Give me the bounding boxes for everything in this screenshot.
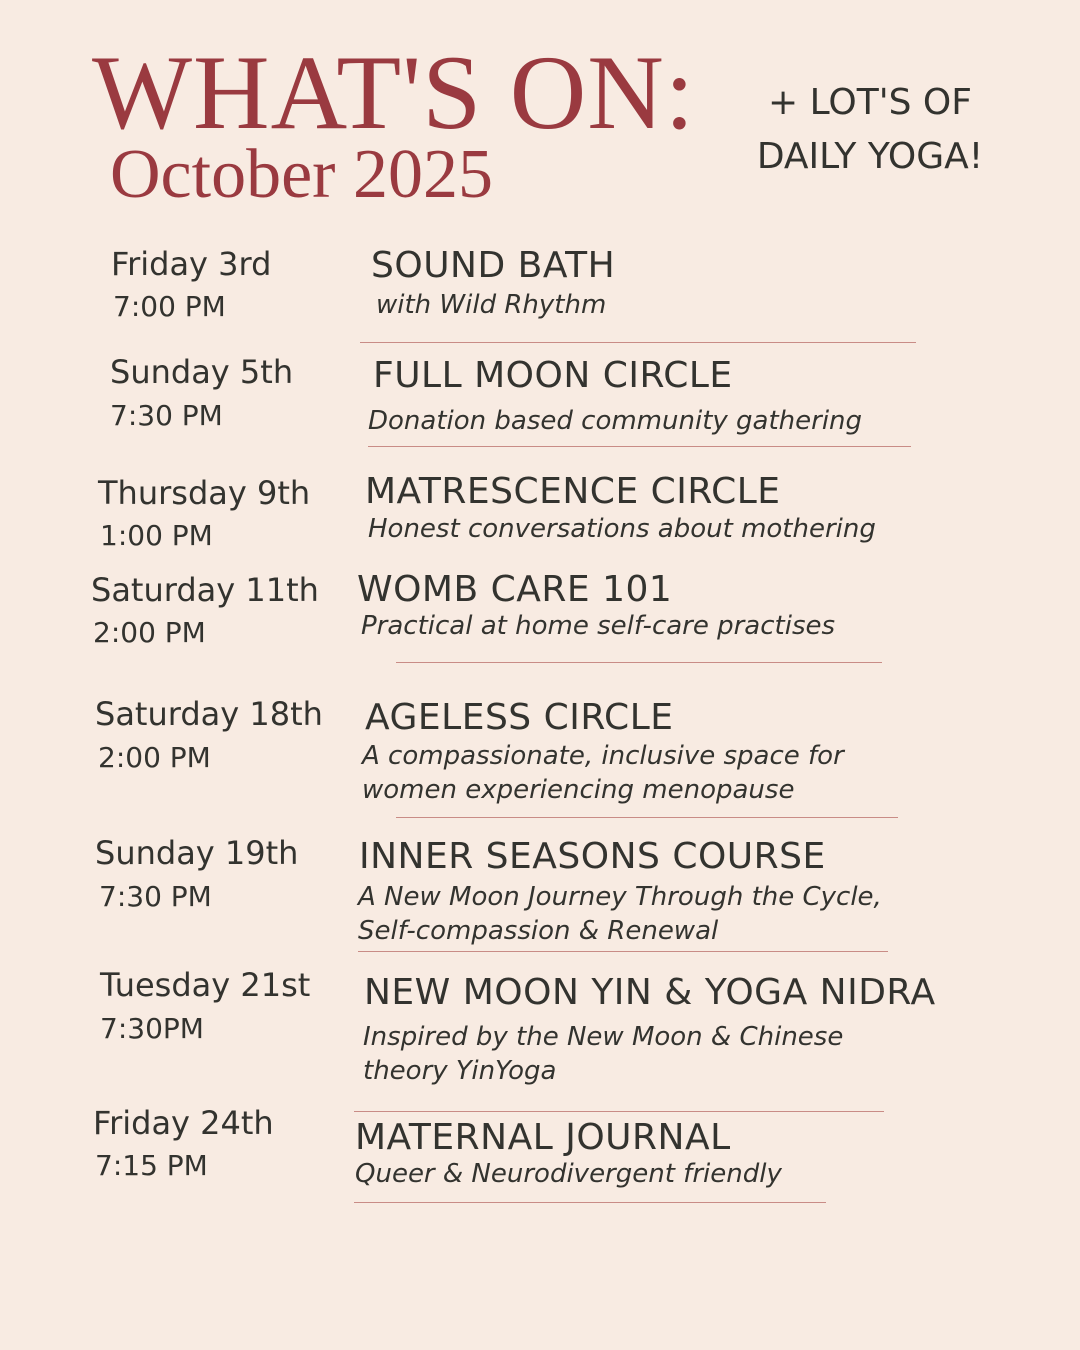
event-day: Saturday 18th — [95, 695, 323, 733]
event-name: NEW MOON YIN & YOGA NIDRA — [364, 972, 936, 1013]
daily-yoga-note — [740, 76, 1000, 184]
daily-yoga-line-2: DAILY YOGA! — [756, 136, 984, 177]
event-description: Donation based community gathering — [368, 406, 863, 436]
event-description: Queer & Neurodivergent friendly — [355, 1159, 782, 1189]
event-name: WOMB CARE 101 — [357, 569, 673, 610]
event-name: MATRESCENCE CIRCLE — [365, 471, 781, 512]
event-time: 1:00 PM — [100, 519, 213, 552]
daily-yoga-line-1: + LOT'S OF — [768, 82, 972, 123]
event-day: Friday 24th — [93, 1104, 274, 1142]
event-time: 7:00 PM — [113, 290, 226, 323]
event-time: 2:00 PM — [98, 741, 211, 774]
event-description: Honest conversations about mothering — [368, 514, 876, 544]
event-name: INNER SEASONS COURSE — [359, 836, 826, 877]
divider — [360, 342, 916, 343]
event-day: Sunday 5th — [110, 353, 294, 391]
divider — [354, 1111, 884, 1112]
divider — [358, 951, 888, 952]
event-day: Tuesday 21st — [100, 966, 311, 1004]
event-time: 2:00 PM — [93, 616, 206, 649]
event-day: Saturday 11th — [91, 571, 319, 609]
event-description: with Wild Rhythm — [376, 290, 607, 320]
event-day: Sunday 19th — [95, 834, 299, 872]
event-time: 7:30PM — [100, 1012, 204, 1045]
event-name: AGELESS CIRCLE — [365, 697, 674, 738]
event-time: 7:30 PM — [110, 399, 223, 432]
event-day: Thursday 9th — [98, 474, 311, 512]
event-time: 7:30 PM — [99, 880, 212, 913]
event-day: Friday 3rd — [111, 245, 272, 283]
page-title: WHAT'S ON: — [92, 34, 696, 151]
event-description: Inspired by the New Moon & Chinese theory YinYoga — [363, 1022, 844, 1086]
divider — [396, 662, 882, 663]
divider — [396, 817, 898, 818]
divider — [354, 1202, 826, 1203]
event-description: A New Moon Journey Through the Cycle, Self-compassion & Renewal — [358, 882, 882, 946]
event-name: MATERNAL JOURNAL — [355, 1117, 731, 1158]
divider — [368, 446, 911, 447]
page-subtitle: October 2025 — [110, 136, 493, 213]
event-name: FULL MOON CIRCLE — [373, 355, 733, 396]
event-description: Practical at home self-care practises — [361, 611, 836, 641]
event-name: SOUND BATH — [371, 245, 616, 286]
event-description: A compassionate, inclusive space for women experiencing menopause — [362, 741, 844, 805]
event-time: 7:15 PM — [95, 1149, 208, 1182]
